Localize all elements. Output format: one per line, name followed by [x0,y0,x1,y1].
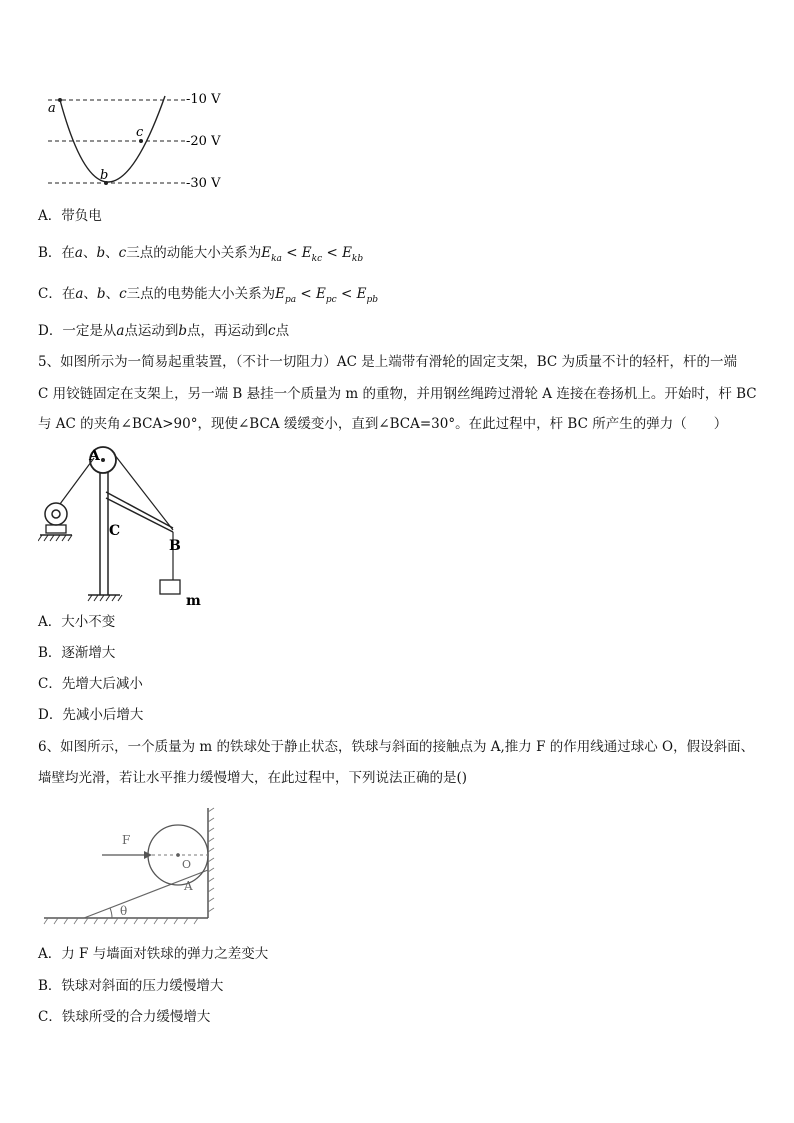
crane-label-m: m [186,593,201,609]
ball-incline-figure [40,800,230,930]
equipotential-figure [40,86,240,196]
point-b-label: b [100,168,109,183]
q4-option-d: D．一定是从a点运动到b点，再运动到c点 [38,323,290,339]
ball-label-f: F [122,833,131,847]
ball-label-o: O [182,858,192,871]
level-20-label: -20 V [186,134,221,149]
q6-stem-line1: 6、如图所示，一个质量为 m 的铁球处于静止状态，铁球与斜面的接触点为 A,推力 F 的作用线通过球心 O，假设斜面、 [38,739,755,755]
q5-stem-line1: 5、如图所示为一简易起重装置，（不计一切阻力）AC 是上端带有滑轮的固定支架，BC 为质量不计的轻杆，杆的一端 [38,354,737,370]
q6-option-c: C．铁球所受的合力缓慢增大 [38,1009,211,1025]
q5-option-b: B．逐渐增大 [38,645,116,661]
q5-option-c: C．先增大后减小 [38,676,143,692]
ball-label-a: A [184,879,193,893]
level-10-label: -10 V [186,92,221,107]
crane-label-a: A [89,448,100,464]
ball-label-theta: θ [120,904,128,918]
crane-label-c: C [109,523,121,539]
crane-figure [38,440,218,610]
point-a-label: a [48,101,56,116]
q5-option-a: A．大小不变 [38,614,116,630]
q6-stem-line2: 墙壁均光滑，若让水平推力缓慢增大，在此过程中，下列说法正确的是() [38,770,468,786]
crane-label-b: B [169,538,181,554]
q6-option-b: B．铁球对斜面的压力缓慢增大 [38,978,224,994]
q4-option-a: A．带负电 [38,208,102,224]
point-c-label: c [136,125,144,140]
q6-option-a: A．力 F 与墙面对铁球的弹力之差变大 [38,946,269,962]
q5-option-d: D．先减小后增大 [38,707,144,723]
level-30-label: -30 V [186,176,221,191]
q4-option-c: C．在a、b、c三点的电势能大小关系为$E_{pa} < E_{pc} < E_{pb}$ [38,286,378,305]
q5-stem-line3: 与 AC 的夹角∠BCA>90°，现使∠BCA 缓缓变小，直到∠BCA=30°。在此过程中，杆 BC 所产生的弹力（ ） [38,416,728,432]
q4-option-b: B．在a、b、c三点的动能大小关系为$E_{ka} < E_{kc} < E_{kb}$ [38,245,364,264]
q5-stem-line2: C 用铰链固定在支架上，另一端 B 悬挂一个质量为 m 的重物，并用钢丝绳跨过滑轮 A 连接在卷扬机上。开始时，杆 BC [38,386,757,402]
